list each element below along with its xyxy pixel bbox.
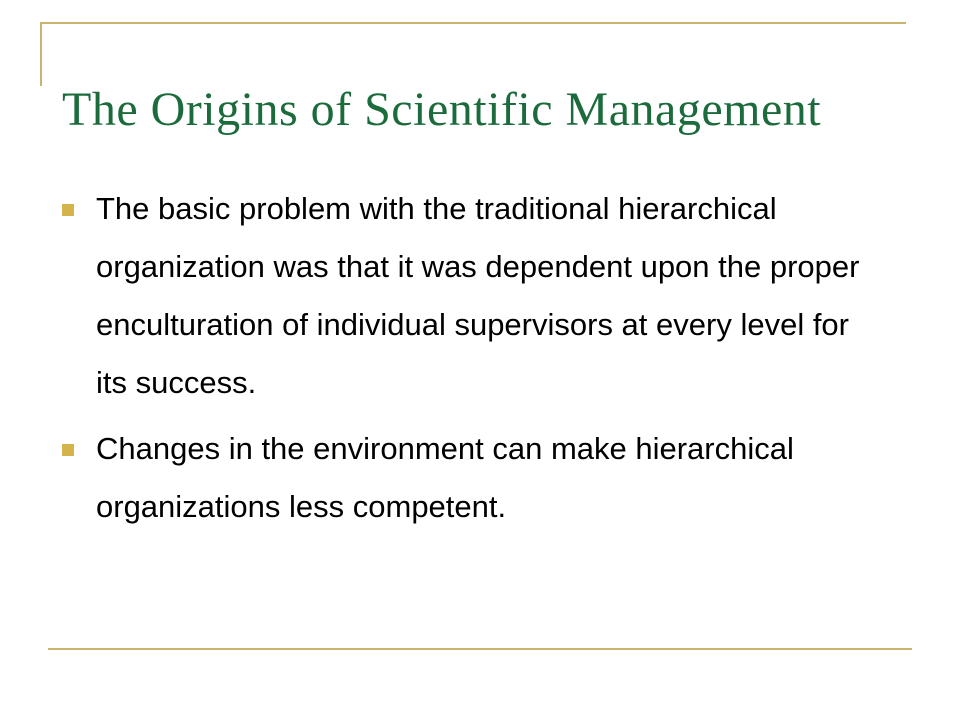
bullet-text: Changes in the environment can make hierarchical organizations less competent. [96,431,794,524]
frame-bottom-line [48,648,912,650]
bullet-item [62,420,882,536]
frame-top-line [40,22,906,24]
bullet-list [62,180,882,544]
bullet-item [62,180,882,412]
square-bullet-icon [62,204,74,216]
square-bullet-icon [62,444,74,456]
frame-left-line [40,22,42,86]
slide-title: The Origins of Scientific Management [62,83,822,136]
bullet-text: The basic problem with the traditional hierarchical organization was that it was dependent upon the proper enculturation of individual supervisors at every level for its success. [96,191,860,400]
